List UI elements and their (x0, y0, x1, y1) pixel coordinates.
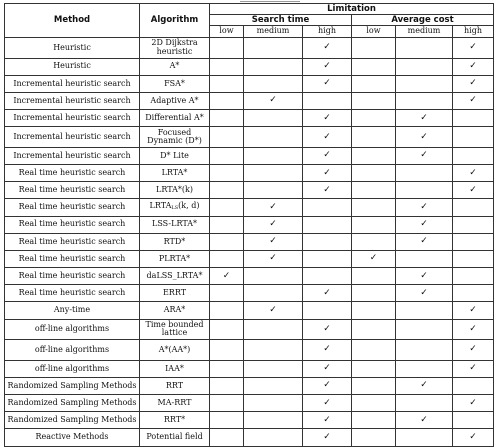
search-time-high-cell (303, 377, 352, 394)
average-cost-medium-cell (396, 110, 453, 127)
table-row (5, 395, 494, 412)
average-cost-high-cell (453, 216, 494, 233)
search-time-high-cell (303, 199, 352, 216)
search-time-low-cell (210, 302, 244, 319)
average-cost-low-cell (352, 75, 396, 92)
search-time-high-cell (303, 412, 352, 429)
average-cost-medium-cell (396, 233, 453, 250)
algorithm-cell (140, 395, 210, 412)
search-time-medium-cell (244, 377, 303, 394)
average-cost-high-cell (453, 127, 494, 148)
table-row (5, 268, 494, 285)
check-icon: ✓ (323, 323, 331, 334)
method-cell: off-line algorithms (5, 319, 140, 340)
header-method: Method (5, 4, 140, 38)
level-high-search: high (303, 26, 352, 38)
table-row (5, 147, 494, 164)
average-cost-medium-cell (396, 268, 453, 285)
average-cost-medium-cell (396, 360, 453, 377)
search-time-medium-cell (244, 38, 303, 59)
algorithm-cell (140, 412, 210, 429)
algorithm-cell (140, 360, 210, 377)
algorithm-name: RRT* (163, 415, 186, 425)
search-time-high-cell (303, 360, 352, 377)
check-icon: ✓ (323, 184, 331, 195)
average-cost-medium-cell (396, 199, 453, 216)
search-time-high-cell (303, 340, 352, 361)
check-icon: ✓ (323, 344, 331, 355)
table-row (5, 127, 494, 148)
average-cost-high-cell (453, 302, 494, 319)
table-row (5, 164, 494, 181)
average-cost-low-cell (352, 147, 396, 164)
algorithm-cell (140, 377, 210, 394)
search-time-low-cell (210, 164, 244, 181)
average-cost-low-cell (352, 285, 396, 302)
search-time-medium-cell (244, 182, 303, 199)
level-medium-search: medium (244, 26, 303, 38)
search-time-medium-cell (244, 164, 303, 181)
table-row (5, 319, 494, 340)
average-cost-low-cell (352, 340, 396, 361)
algorithm-name: daLSS_LRTA* (146, 270, 203, 280)
search-time-medium-cell (244, 268, 303, 285)
check-icon: ✓ (469, 363, 477, 374)
algorithm-cell (140, 216, 210, 233)
search-time-low-cell (210, 75, 244, 92)
table-row (5, 75, 494, 92)
search-time-high-cell (303, 182, 352, 199)
algorithm-name: A*(AA*) (158, 344, 191, 354)
search-time-low-cell (210, 110, 244, 127)
check-icon: ✓ (469, 323, 477, 334)
average-cost-high-cell (453, 319, 494, 340)
method-cell: Real time heuristic search (5, 216, 140, 233)
algorithm-name: Differential A* (145, 112, 204, 122)
level-low-search: low (210, 26, 244, 38)
table-row (5, 92, 494, 109)
search-time-medium-cell (244, 250, 303, 267)
table-row (5, 216, 494, 233)
search-time-low-cell (210, 377, 244, 394)
method-cell: Randomized Sampling Methods (5, 395, 140, 412)
algorithm-cell (140, 233, 210, 250)
algorithm-name: ARA* (163, 305, 186, 315)
search-time-medium-cell (244, 412, 303, 429)
check-icon: ✓ (323, 112, 331, 123)
algorithm-cell (140, 147, 210, 164)
algorithm-cell (140, 429, 210, 446)
check-icon: ✓ (420, 219, 428, 230)
average-cost-medium-cell (396, 58, 453, 75)
search-time-low-cell (210, 58, 244, 75)
check-icon: ✓ (420, 380, 428, 391)
check-icon: ✓ (469, 78, 477, 89)
search-time-high-cell (303, 319, 352, 340)
algorithm-subscript: LS (171, 205, 179, 212)
check-icon: ✓ (269, 219, 277, 230)
average-cost-low-cell (352, 395, 396, 412)
search-time-low-cell (210, 429, 244, 446)
search-time-high-cell (303, 110, 352, 127)
check-icon: ✓ (420, 236, 428, 247)
average-cost-medium-cell (396, 127, 453, 148)
average-cost-high-cell (453, 182, 494, 199)
method-cell: Randomized Sampling Methods (5, 377, 140, 394)
check-icon: ✓ (323, 397, 331, 408)
table-row (5, 340, 494, 361)
check-icon: ✓ (469, 431, 477, 442)
check-icon: ✓ (420, 414, 428, 425)
search-time-medium-cell (244, 319, 303, 340)
average-cost-medium-cell (396, 319, 453, 340)
method-cell: off-line algorithms (5, 340, 140, 361)
search-time-high-cell (303, 302, 352, 319)
average-cost-medium-cell (396, 250, 453, 267)
table-row (5, 38, 494, 59)
average-cost-high-cell (453, 377, 494, 394)
average-cost-low-cell (352, 412, 396, 429)
search-time-medium-cell (244, 340, 303, 361)
table-body (5, 38, 494, 447)
search-time-low-cell (210, 340, 244, 361)
method-cell: Reactive Methods (5, 429, 140, 446)
header-search-time: Search time (210, 15, 352, 26)
search-time-low-cell (210, 92, 244, 109)
average-cost-medium-cell (396, 147, 453, 164)
check-icon: ✓ (469, 397, 477, 408)
algorithm-cell (140, 75, 210, 92)
algorithm-cell (140, 268, 210, 285)
algorithm-params: (k, d) (178, 201, 200, 211)
average-cost-high-cell (453, 38, 494, 59)
algorithm-name: LSS-LRTA* (152, 219, 197, 229)
search-time-high-cell (303, 127, 352, 148)
search-time-low-cell (210, 360, 244, 377)
check-icon: ✓ (469, 184, 477, 195)
average-cost-low-cell (352, 164, 396, 181)
algorithm-cell (140, 110, 210, 127)
search-time-high-cell (303, 268, 352, 285)
algorithm-name: RRT (165, 380, 184, 390)
search-time-low-cell (210, 285, 244, 302)
algorithm-name: A* (169, 61, 180, 71)
average-cost-high-cell (453, 285, 494, 302)
algorithm-cell (140, 58, 210, 75)
search-time-high-cell (303, 38, 352, 59)
average-cost-high-cell (453, 429, 494, 446)
search-time-high-cell (303, 92, 352, 109)
check-icon: ✓ (420, 131, 428, 142)
table-row (5, 360, 494, 377)
average-cost-low-cell (352, 58, 396, 75)
search-time-high-cell (303, 164, 352, 181)
check-icon: ✓ (420, 112, 428, 123)
table-row (5, 285, 494, 302)
average-cost-low-cell (352, 319, 396, 340)
average-cost-low-cell (352, 268, 396, 285)
average-cost-high-cell (453, 268, 494, 285)
search-time-medium-cell (244, 127, 303, 148)
search-time-medium-cell (244, 75, 303, 92)
method-cell: Any-time (5, 302, 140, 319)
search-time-low-cell (210, 233, 244, 250)
algorithm-cell (140, 302, 210, 319)
check-icon: ✓ (469, 61, 477, 72)
average-cost-low-cell (352, 429, 396, 446)
table-row (5, 377, 494, 394)
average-cost-medium-cell (396, 92, 453, 109)
algorithm-name: Potential field (146, 432, 203, 442)
header-row-1 (5, 4, 494, 15)
algorithm-cell (140, 250, 210, 267)
check-icon: ✓ (323, 78, 331, 89)
algorithm-cell (140, 285, 210, 302)
method-cell: Real time heuristic search (5, 285, 140, 302)
check-icon: ✓ (469, 167, 477, 178)
check-icon: ✓ (323, 61, 331, 72)
search-time-medium-cell (244, 233, 303, 250)
check-icon: ✓ (469, 305, 477, 316)
method-cell: Heuristic (5, 38, 140, 59)
average-cost-low-cell (352, 250, 396, 267)
search-time-medium-cell (244, 92, 303, 109)
search-time-high-cell (303, 233, 352, 250)
average-cost-medium-cell (396, 38, 453, 59)
algorithm-name: Adaptive A* (150, 95, 199, 105)
check-icon: ✓ (469, 95, 477, 106)
average-cost-medium-cell (396, 429, 453, 446)
average-cost-high-cell (453, 92, 494, 109)
table-row (5, 412, 494, 429)
search-time-low-cell (210, 199, 244, 216)
search-time-low-cell (210, 319, 244, 340)
search-time-low-cell (210, 395, 244, 412)
average-cost-low-cell (352, 233, 396, 250)
table-row (5, 302, 494, 319)
search-time-low-cell (210, 182, 244, 199)
header-algorithm: Algorithm (140, 4, 210, 38)
average-cost-high-cell (453, 233, 494, 250)
search-time-medium-cell (244, 199, 303, 216)
average-cost-medium-cell (396, 216, 453, 233)
algorithm-name: ERRT (162, 288, 187, 298)
search-time-low-cell (210, 412, 244, 429)
average-cost-medium-cell (396, 182, 453, 199)
check-icon: ✓ (420, 270, 428, 281)
search-time-high-cell (303, 429, 352, 446)
search-time-medium-cell (244, 395, 303, 412)
table-row (5, 58, 494, 75)
average-cost-medium-cell (396, 285, 453, 302)
algorithm-name: IAA* (165, 363, 184, 373)
average-cost-medium-cell (396, 75, 453, 92)
average-cost-high-cell (453, 164, 494, 181)
algorithm-cell (140, 164, 210, 181)
search-time-high-cell (303, 216, 352, 233)
check-icon: ✓ (323, 131, 331, 142)
table-row (5, 110, 494, 127)
average-cost-low-cell (352, 92, 396, 109)
table-row (5, 429, 494, 446)
average-cost-low-cell (352, 199, 396, 216)
table-row (5, 233, 494, 250)
algorithm-cell (140, 340, 210, 361)
check-icon: ✓ (323, 363, 331, 374)
average-cost-medium-cell (396, 164, 453, 181)
level-medium-cost: medium (396, 26, 453, 38)
search-time-low-cell (210, 147, 244, 164)
header-average-cost: Average cost (352, 15, 494, 26)
algorithm-name: 2D Dijkstra heuristic (151, 38, 198, 56)
average-cost-high-cell (453, 250, 494, 267)
average-cost-high-cell (453, 75, 494, 92)
algorithm-name: RTD* (163, 236, 186, 246)
algorithm-name: MA-RRT (157, 397, 192, 407)
search-time-low-cell (210, 268, 244, 285)
method-cell: Incremental heuristic search (5, 75, 140, 92)
algorithm-name: Focused Dynamic (D*) (147, 127, 202, 145)
check-icon: ✓ (323, 431, 331, 442)
average-cost-high-cell (453, 199, 494, 216)
header-limitation: Limitation (210, 4, 494, 15)
check-icon: ✓ (222, 270, 231, 281)
method-cell: Real time heuristic search (5, 268, 140, 285)
search-time-high-cell (303, 147, 352, 164)
average-cost-high-cell (453, 147, 494, 164)
search-time-high-cell (303, 58, 352, 75)
method-cell: Real time heuristic search (5, 233, 140, 250)
algorithm-name: FSA* (164, 78, 185, 88)
check-icon: ✓ (269, 95, 277, 106)
average-cost-medium-cell (396, 302, 453, 319)
algorithm-name: PLRTA* (158, 253, 191, 263)
method-cell: Incremental heuristic search (5, 110, 140, 127)
method-cell: Randomized Sampling Methods (5, 412, 140, 429)
method-cell: Real time heuristic search (5, 250, 140, 267)
search-time-medium-cell (244, 216, 303, 233)
method-cell: Incremental heuristic search (5, 92, 140, 109)
algorithm-cell (140, 199, 210, 216)
algorithm-name: D* Lite (160, 150, 189, 160)
average-cost-medium-cell (396, 377, 453, 394)
search-time-medium-cell (244, 360, 303, 377)
check-icon: ✓ (469, 42, 477, 53)
limitations-table (4, 3, 494, 447)
algorithm-cell (140, 182, 210, 199)
search-time-low-cell (210, 38, 244, 59)
average-cost-low-cell (352, 360, 396, 377)
table-row (5, 250, 494, 267)
check-icon: ✓ (369, 253, 378, 264)
search-time-medium-cell (244, 58, 303, 75)
search-time-low-cell (210, 250, 244, 267)
average-cost-medium-cell (396, 395, 453, 412)
check-icon: ✓ (323, 380, 331, 391)
search-time-high-cell (303, 395, 352, 412)
check-icon: ✓ (420, 287, 428, 298)
method-cell: off-line algorithms (5, 360, 140, 377)
check-icon: ✓ (323, 42, 331, 53)
check-icon: ✓ (323, 167, 331, 178)
table-row (5, 182, 494, 199)
level-low-cost: low (352, 26, 396, 38)
algorithm-cell (140, 127, 210, 148)
average-cost-low-cell (352, 182, 396, 199)
average-cost-low-cell (352, 127, 396, 148)
average-cost-high-cell (453, 340, 494, 361)
average-cost-low-cell (352, 110, 396, 127)
check-icon: ✓ (269, 201, 277, 212)
method-cell: Incremental heuristic search (5, 147, 140, 164)
check-icon: ✓ (323, 414, 331, 425)
average-cost-medium-cell (396, 340, 453, 361)
check-icon: ✓ (269, 236, 277, 247)
average-cost-high-cell (453, 110, 494, 127)
level-high-cost: high (453, 26, 494, 38)
average-cost-high-cell (453, 360, 494, 377)
method-cell: Real time heuristic search (5, 164, 140, 181)
search-time-high-cell (303, 75, 352, 92)
search-time-high-cell (303, 285, 352, 302)
average-cost-low-cell (352, 38, 396, 59)
algorithm-cell (140, 92, 210, 109)
search-time-medium-cell (244, 302, 303, 319)
average-cost-high-cell (453, 412, 494, 429)
search-time-high-cell (303, 250, 352, 267)
average-cost-low-cell (352, 302, 396, 319)
check-icon: ✓ (420, 201, 428, 212)
method-cell: Real time heuristic search (5, 182, 140, 199)
search-time-medium-cell (244, 429, 303, 446)
algorithm-cell (140, 319, 210, 340)
search-time-medium-cell (244, 147, 303, 164)
check-icon: ✓ (323, 287, 331, 298)
search-time-medium-cell (244, 285, 303, 302)
average-cost-low-cell (352, 377, 396, 394)
check-icon: ✓ (469, 344, 477, 355)
search-time-low-cell (210, 216, 244, 233)
table-row (5, 199, 494, 216)
algorithm-name: LRTA* (161, 167, 188, 177)
search-time-low-cell (210, 127, 244, 148)
method-cell: Real time heuristic search (5, 199, 140, 216)
check-icon: ✓ (420, 150, 428, 161)
method-cell: Incremental heuristic search (5, 127, 140, 148)
search-time-medium-cell (244, 110, 303, 127)
check-icon: ✓ (323, 150, 331, 161)
check-icon: ✓ (269, 253, 277, 264)
average-cost-medium-cell (396, 412, 453, 429)
algorithm-name: Time bounded lattice (145, 319, 204, 338)
algorithm-name: LRTA*(k) (156, 185, 193, 195)
average-cost-high-cell (453, 58, 494, 75)
algorithm-cell (140, 38, 210, 59)
method-cell: Heuristic (5, 58, 140, 75)
check-icon: ✓ (269, 305, 277, 316)
average-cost-high-cell (453, 395, 494, 412)
average-cost-low-cell (352, 216, 396, 233)
algorithm-name: LRTA (149, 201, 172, 211)
